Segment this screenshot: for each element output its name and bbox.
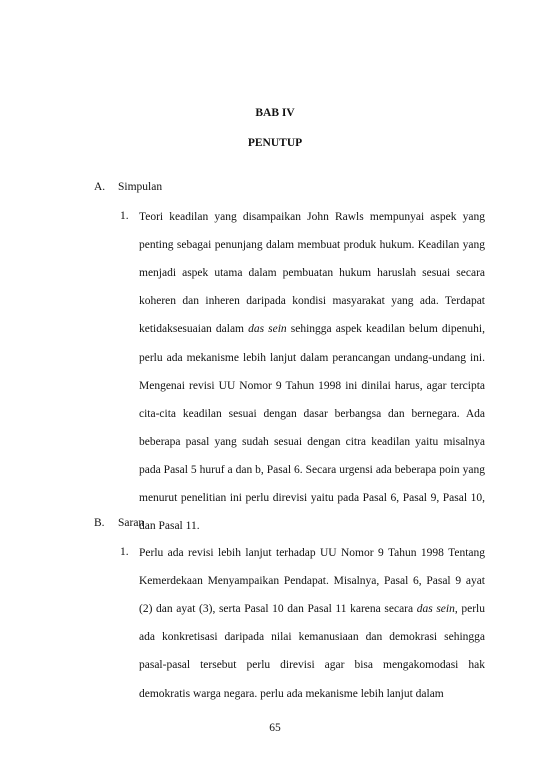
section-title: Saran bbox=[118, 517, 145, 529]
list-number: 1. bbox=[120, 210, 129, 222]
paragraph-line: pasal-pasal tersebut perlu direvisi agar bisa mengakomodasi hak bbox=[139, 659, 485, 672]
paragraph-line: dan Pasal 11. bbox=[139, 520, 200, 533]
section-title: Simpulan bbox=[118, 181, 163, 193]
italic-term: das sein bbox=[416, 603, 455, 616]
page-number: 65 bbox=[269, 722, 281, 734]
chapter-label: BAB IV bbox=[255, 107, 295, 119]
paragraph-line: demokratis warga negara. perlu ada mekanisme lebih lanjut dalam bbox=[139, 687, 444, 700]
paragraph-line: (2) dan ayat (3), serta Pasal 10 dan Pasal 11 karena secara das sein, perlu bbox=[139, 603, 485, 616]
list-number: 1. bbox=[120, 546, 129, 558]
paragraph-line: beberapa pasal yang sudah sesuai dengan citra keadilan yaitu misalnya bbox=[139, 435, 485, 448]
paragraph-line: menurut penelitian ini perlu direvisi yaitu pada Pasal 6, Pasal 9, Pasal 10, bbox=[139, 492, 485, 504]
paragraph-line: penting sebagai penunjang dalam membuat produk hukum. Keadilan yang bbox=[139, 239, 485, 252]
section-marker: B. bbox=[94, 517, 105, 529]
paragraph-line: Teori keadilan yang disampaikan John Rawls mempunyai aspek yang bbox=[139, 211, 485, 223]
paragraph-line: pada Pasal 5 huruf a dan b, Pasal 6. Secara urgensi ada beberapa poin yang bbox=[139, 463, 485, 476]
italic-term: das sein bbox=[248, 323, 287, 336]
paragraph-line: koheren dan inheren daripada kondisi masyarakat yang ada. Terdapat bbox=[139, 295, 485, 308]
paragraph-line: menjadi aspek utama dalam pembuatan hukum haruslah sesuai secara bbox=[139, 267, 485, 280]
paragraph-line: ketidaksesuaian dalam das sein sehingga aspek keadilan belum dipenuhi, bbox=[139, 323, 486, 336]
paragraph-line: perlu ada mekanisme lebih lanjut dalam perancangan undang-undang ini. bbox=[139, 351, 485, 364]
paragraph-line: Kemerdekaan Menyampaikan Pendapat. Misalnya, Pasal 6, Pasal 9 ayat bbox=[139, 575, 485, 588]
paragraph-line: cita-cita keadilan sesuai dengan dasar berbangsa dan bernegara. Ada bbox=[139, 407, 485, 420]
paragraph-line: Perlu ada revisi lebih lanjut terhadap UU Nomor 9 Tahun 1998 Tentang bbox=[139, 547, 485, 559]
paragraph-line: Mengenai revisi UU Nomor 9 Tahun 1998 ini dinilai harus, agar tercipta bbox=[139, 379, 485, 392]
paragraph-line: ada konkretisasi daripada nilai kemanusiaan dan demokrasi sehingga bbox=[139, 631, 485, 644]
chapter-title: PENUTUP bbox=[247, 137, 303, 149]
section-marker: A. bbox=[94, 181, 106, 193]
